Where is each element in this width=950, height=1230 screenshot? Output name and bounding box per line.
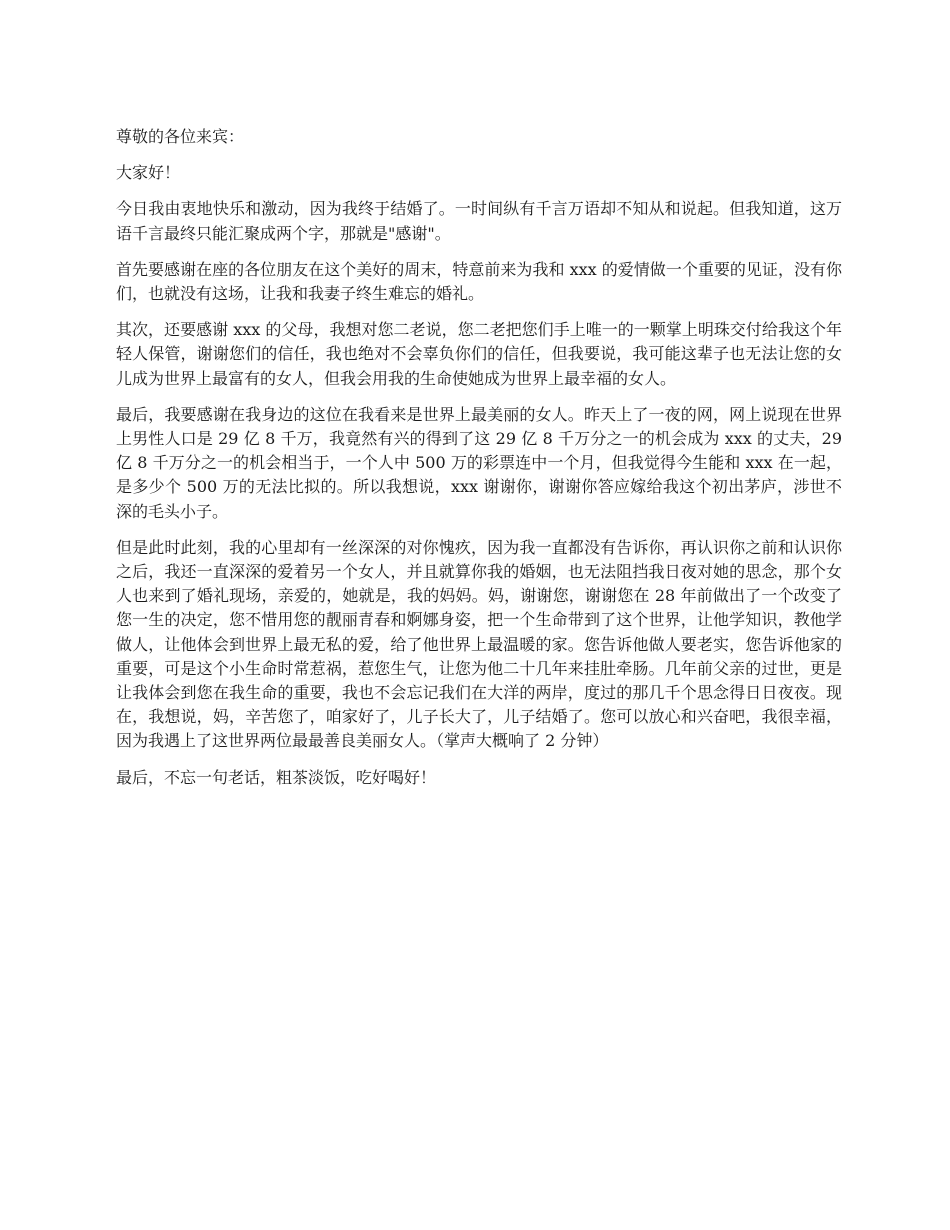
paragraph-closing: 最后，不忘一句老话，粗茶淡饭，吃好喝好！	[116, 767, 437, 787]
speech-body	[116, 125, 842, 802]
greeting: 大家好！	[116, 163, 181, 183]
paragraph-thanks-mother: 但是此时此刻，我的心里却有一丝深深的对你愧疚，因为我一直都没有告诉你，再认识你之前和认识你之后，我还一直深深的爱着另一个女人，并且就算你我的婚姻，也无法阻挡我日夜对她的思念，那个女人也来到了婚礼现场，亲爱的，她就是，我的妈妈。妈，谢谢您，谢谢您在 28 年前做出了一个改变了您一生的决定，您不惜用您的靓丽青春和婀娜身姿，把一个生命带到了这个世界，让他学知识，教他学做人，让他体会到世界上最无私的爱，给了他世界上最温暖的家。您告诉他做人要老实，您告诉他家的重要，可是这个小生命时常惹祸，惹您生气，让您为他二十几年来挂肚牵肠。几年前父亲的过世，更是让我体会到您在我生命的重要，我也不会忘记我们在大洋的两岸，度过的那几千个思念得日日夜夜。现在，我想说，妈，辛苦您了，咱家好了，儿子长大了，儿子结婚了。您可以放心和兴奋吧，我很幸福，因为我遇上了这世界两位最最善良美丽女人。（掌声大概响了 2 分钟）	[116, 537, 842, 751]
paragraph-opening: 今日我由衷地快乐和激动，因为我终于结婚了。一时间纵有千言万语却不知从和说起。但我知道，这万语千言最终只能汇聚成两个字，那就是"感谢"。	[116, 199, 842, 243]
paragraph-thanks-parents-in-law: 其次，还要感谢 xxx 的父母，我想对您二老说，您二老把您们手上唯一的一颗掌上明珠交付给我这个年轻人保管，谢谢您们的信任，我也绝对不会辜负你们的信任，但我要说，我可能这辈子也无法让您的女儿成为世界上最富有的女人，但我会用我的生命使她成为世界上最幸福的女人。	[116, 320, 842, 388]
salutation: 尊敬的各位来宾：	[116, 127, 245, 146]
paragraph-thanks-friends: 首先要感谢在座的各位朋友在这个美好的周末，特意前来为我和 xxx 的爱情做一个重要的见证，没有你们，也就没有这场，让我和我妻子终生难忘的婚礼。	[116, 259, 842, 304]
paragraph-thanks-wife: 最后，我要感谢在我身边的这位在我看来是世界上最美丽的女人。昨天上了一夜的网，网上说现在世界上男性人口是 29 亿 8 千万，我竟然有兴的得到了这 29 亿 8 千万分之一的机会成为 xxx 的丈夫，29 亿 8 千万分之一的机会相当于，一个人中 500 万的彩票连中一个月，但我觉得今生能和 xxx 在一起，是多少个 500 万的无法比拟的。所以我想说，xxx 谢谢你，谢谢你答应嫁给我这个初出茅庐，涉世不深的毛头小子。	[116, 404, 842, 521]
